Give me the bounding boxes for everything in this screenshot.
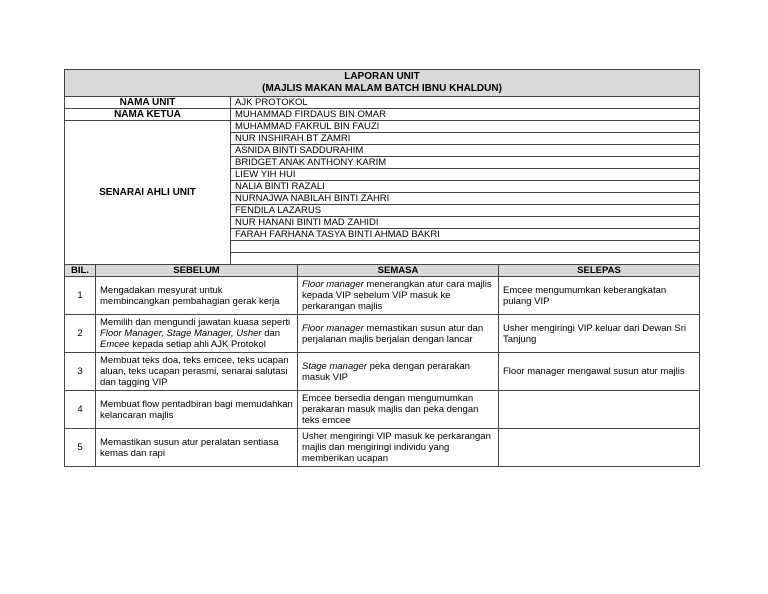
- task-number: 5: [65, 429, 96, 467]
- task-during-role: Floor manager: [302, 279, 364, 290]
- task-before: Membuat teks doa, teks emcee, teks ucapan aluan, teks ucapan perasmi, senarai salutasi dan tagging VIP: [96, 353, 298, 391]
- task-before: Memastikan susun atur peralatan sentiasa kemas dan rapi: [96, 429, 298, 467]
- task-during-role: Stage manager: [302, 360, 367, 372]
- members-label: SENARAI AHLI UNIT: [65, 121, 231, 265]
- task-before-text: kepada setiap ahli AJK Protokol: [129, 339, 266, 350]
- task-before: Membuat flow pentadbiran bagi memudahkan kelancaran majlis: [96, 391, 298, 429]
- report-document: [64, 69, 699, 467]
- task-during: [298, 353, 499, 391]
- task-during-text: memastikan susun atur dan perjalanan majlis berjalan dengan lancar: [302, 322, 484, 345]
- task-during-text: peka dengan perarakan masuk VIP: [302, 360, 470, 383]
- task-row: [65, 277, 700, 315]
- member-item: NURNAJWA NABILAH BINTI ZAHRI: [231, 193, 700, 205]
- task-number: 1: [65, 277, 96, 315]
- task-row: [65, 391, 700, 429]
- task-after: [499, 391, 700, 429]
- member-empty-slot: [231, 241, 700, 253]
- report-title-line2: (MAJLIS MAKAN MALAM BATCH IBNU KHALDUN): [262, 83, 502, 94]
- task-before-text: Memilih dan mengundi jawatan kuasa seperti: [100, 317, 291, 328]
- task-during-role: Floor manager: [302, 322, 364, 334]
- col-header-before: SEBELUM: [96, 265, 298, 277]
- task-row: [65, 353, 700, 391]
- task-after: Usher mengiringi VIP keluar dari Dewan Sri Tanjung: [499, 315, 700, 353]
- unit-name-value: AJK PROTOKOL: [231, 97, 700, 109]
- member-item: MUHAMMAD FAKRUL BIN FAUZI: [231, 121, 700, 133]
- col-header-after: SELEPAS: [499, 265, 700, 277]
- task-during-text: menerangkan atur cara majlis kepada VIP sebelum VIP masuk ke perkarangan majlis: [302, 279, 492, 312]
- member-item: ASNIDA BINTI SADDURAHIM: [231, 145, 700, 157]
- task-during: [298, 277, 499, 315]
- leader-label: NAMA KETUA: [65, 109, 231, 121]
- col-header-no: BIL.: [65, 265, 96, 277]
- member-item: NUR HANANI BINTI MAD ZAHIDI: [231, 217, 700, 229]
- member-item: NALIA BINTI RAZALI: [231, 181, 700, 193]
- tasks-table: [64, 264, 700, 467]
- col-header-during: SEMASA: [298, 265, 499, 277]
- task-during: Usher mengiringi VIP masuk ke perkarangan majlis dan mengiringi individu yang memberikan ucapan: [298, 429, 499, 467]
- task-after: Floor manager mengawal susun atur majlis: [499, 353, 700, 391]
- leader-value: MUHAMMAD FIRDAUS BIN OMAR: [231, 109, 700, 121]
- member-item: NUR INSHIRAH BT ZAMRI: [231, 133, 700, 145]
- unit-info-table: [64, 69, 700, 265]
- task-row: [65, 429, 700, 467]
- task-before-role: Emcee: [100, 339, 130, 350]
- report-title-row: [65, 70, 700, 97]
- task-before-roles: Floor Manager, Stage Manager, Usher: [100, 328, 262, 339]
- task-before-text: dan: [261, 328, 281, 339]
- task-before: Mengadakan mesyurat untuk membincangkan pembahagian gerak kerja: [96, 277, 298, 315]
- report-title: [65, 70, 700, 97]
- unit-name-label: NAMA UNIT: [65, 97, 231, 109]
- task-during: [298, 315, 499, 353]
- task-number: 2: [65, 315, 96, 353]
- member-item: FENDILA LAZARUS: [231, 205, 700, 217]
- member-item: LIEW YIH HUI: [231, 169, 700, 181]
- member-item: BRIDGET ANAK ANTHONY KARIM: [231, 157, 700, 169]
- task-row: [65, 315, 700, 353]
- member-empty-slot: [231, 253, 700, 265]
- member-item: FARAH FARHANA TASYA BINTI AHMAD BAKRI: [231, 229, 700, 241]
- task-after: [499, 429, 700, 467]
- task-number: 4: [65, 391, 96, 429]
- task-before: [96, 315, 298, 353]
- report-title-line1: LAPORAN UNIT: [344, 71, 420, 82]
- task-after: Emcee mengumumkan keberangkatan pulang VIP: [499, 277, 700, 315]
- task-number: 3: [65, 353, 96, 391]
- task-during: Emcee bersedia dengan mengumumkan perakaran masuk majlis dan peka dengan teks emcee: [298, 391, 499, 429]
